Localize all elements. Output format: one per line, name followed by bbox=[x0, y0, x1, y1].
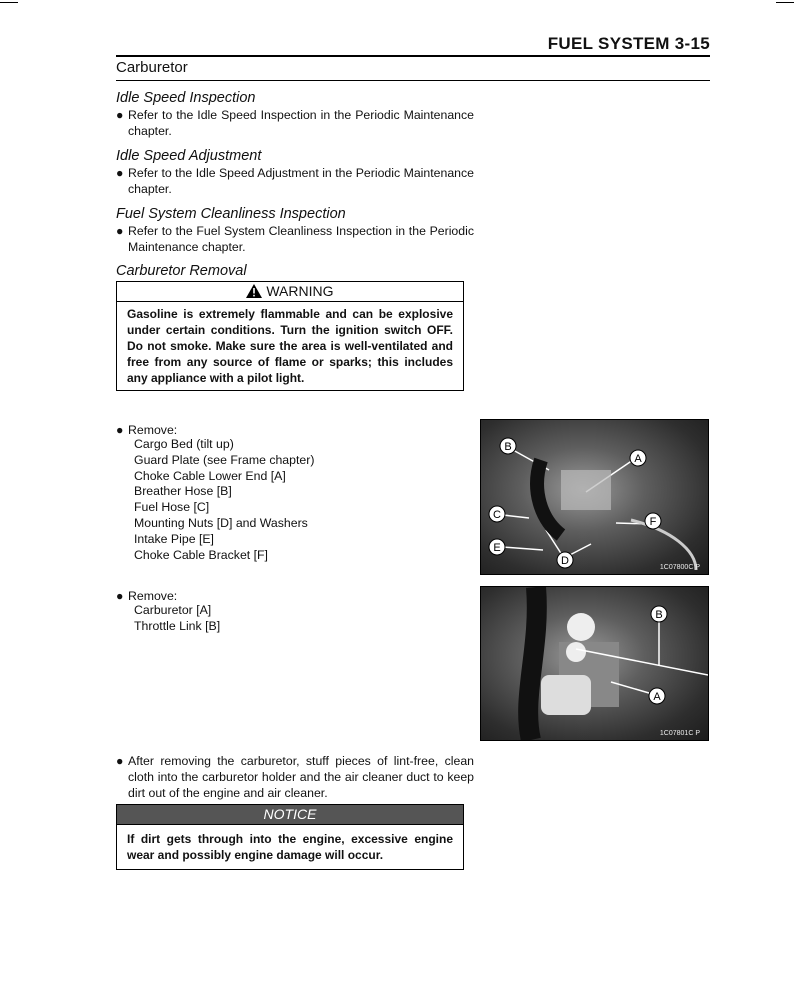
callout-a: A bbox=[653, 691, 661, 703]
paragraph-text: Refer to the Fuel System Cleanliness Inspection in the Periodic Maintenance chapter. bbox=[128, 224, 474, 254]
list-item: Cargo Bed (tilt up) bbox=[134, 437, 234, 451]
bullet: ● bbox=[116, 166, 124, 180]
callout-b: B bbox=[504, 441, 512, 453]
header-rule bbox=[116, 55, 710, 57]
remove-list-2 bbox=[116, 588, 474, 604]
callout-b: B bbox=[655, 609, 663, 621]
heading-idle-speed-adjustment: Idle Speed Adjustment bbox=[116, 148, 262, 164]
callout-c: C bbox=[493, 509, 501, 521]
remove-items-2 bbox=[134, 603, 220, 635]
remove-list-1 bbox=[116, 422, 474, 438]
paragraph bbox=[116, 107, 474, 139]
list-item: Breather Hose [B] bbox=[134, 484, 232, 499]
section-title: Carburetor bbox=[116, 59, 188, 76]
heading-carburetor-removal: Carburetor Removal bbox=[116, 263, 247, 279]
remove-label: Remove: bbox=[128, 423, 178, 437]
list-item: Choke Cable Bracket [F] bbox=[134, 547, 268, 562]
notice-title: NOTICE bbox=[117, 805, 463, 825]
notice-box bbox=[116, 804, 464, 870]
heading-fuel-system-cleanliness: Fuel System Cleanliness Inspection bbox=[116, 206, 346, 222]
crop-mark bbox=[0, 2, 18, 3]
crop-mark bbox=[776, 2, 794, 3]
warning-text: Gasoline is extremely flammable and can be explosive under certain conditions. Turn the ignition switch OFF. Do not smoke. Make sure the area is well-ventilated and free from any source of flame or sparks; this includes any appliance with a pilot light. bbox=[127, 307, 453, 385]
section-rule bbox=[116, 80, 710, 81]
photo-callouts bbox=[481, 420, 708, 574]
page-header: FUEL SYSTEM 3-15 bbox=[547, 34, 710, 53]
photo-code: 1C07800C P bbox=[659, 564, 700, 571]
list-item: Intake Pipe [E] bbox=[134, 531, 214, 546]
warning-triangle-icon bbox=[246, 284, 262, 298]
bullet: ● bbox=[116, 754, 124, 768]
paragraph bbox=[116, 223, 474, 255]
paragraph bbox=[116, 753, 474, 801]
warning-title: WARNING bbox=[266, 283, 334, 299]
warning-box bbox=[116, 281, 464, 391]
heading-idle-speed-inspection: Idle Speed Inspection bbox=[116, 90, 256, 106]
list-item: Choke Cable Lower End [A] bbox=[134, 468, 286, 483]
callout-a: A bbox=[634, 453, 642, 465]
callout-d: D bbox=[561, 555, 569, 567]
callout-f: F bbox=[649, 516, 657, 528]
callout-e: E bbox=[493, 542, 501, 554]
bullet: ● bbox=[116, 224, 124, 238]
paragraph bbox=[116, 165, 474, 197]
photo-callouts bbox=[481, 587, 708, 740]
paragraph-text: After removing the carburetor, stuff pieces of lint-free, clean cloth into the carburetor holder and the air cleaner duct to keep dirt out of the engine and air cleaner. bbox=[128, 754, 474, 800]
notice-text: If dirt gets through into the engine, excessive engine wear and possibly engine damage will occur. bbox=[127, 832, 453, 862]
photo-code: 1C07801C P bbox=[659, 730, 700, 737]
remove-label: Remove: bbox=[128, 589, 178, 603]
warning-header bbox=[117, 282, 463, 302]
list-item: Fuel Hose [C] bbox=[134, 500, 210, 515]
photo-carburetor-throttle bbox=[480, 586, 709, 741]
list-item: Mounting Nuts [D] and Washers bbox=[134, 515, 308, 530]
photo-carburetor-installed bbox=[480, 419, 709, 575]
list-item: Throttle Link [B] bbox=[134, 618, 221, 633]
bullet: ● bbox=[116, 423, 124, 437]
bullet: ● bbox=[116, 589, 124, 603]
remove-items-1 bbox=[134, 437, 314, 563]
list-item: Carburetor [A] bbox=[134, 603, 212, 617]
list-item: Guard Plate (see Frame chapter) bbox=[134, 452, 315, 467]
paragraph-text: Refer to the Idle Speed Adjustment in the Periodic Maintenance chapter. bbox=[128, 166, 474, 196]
paragraph-text: Refer to the Idle Speed Inspection in the Periodic Maintenance chapter. bbox=[128, 108, 474, 138]
bullet: ● bbox=[116, 108, 124, 122]
